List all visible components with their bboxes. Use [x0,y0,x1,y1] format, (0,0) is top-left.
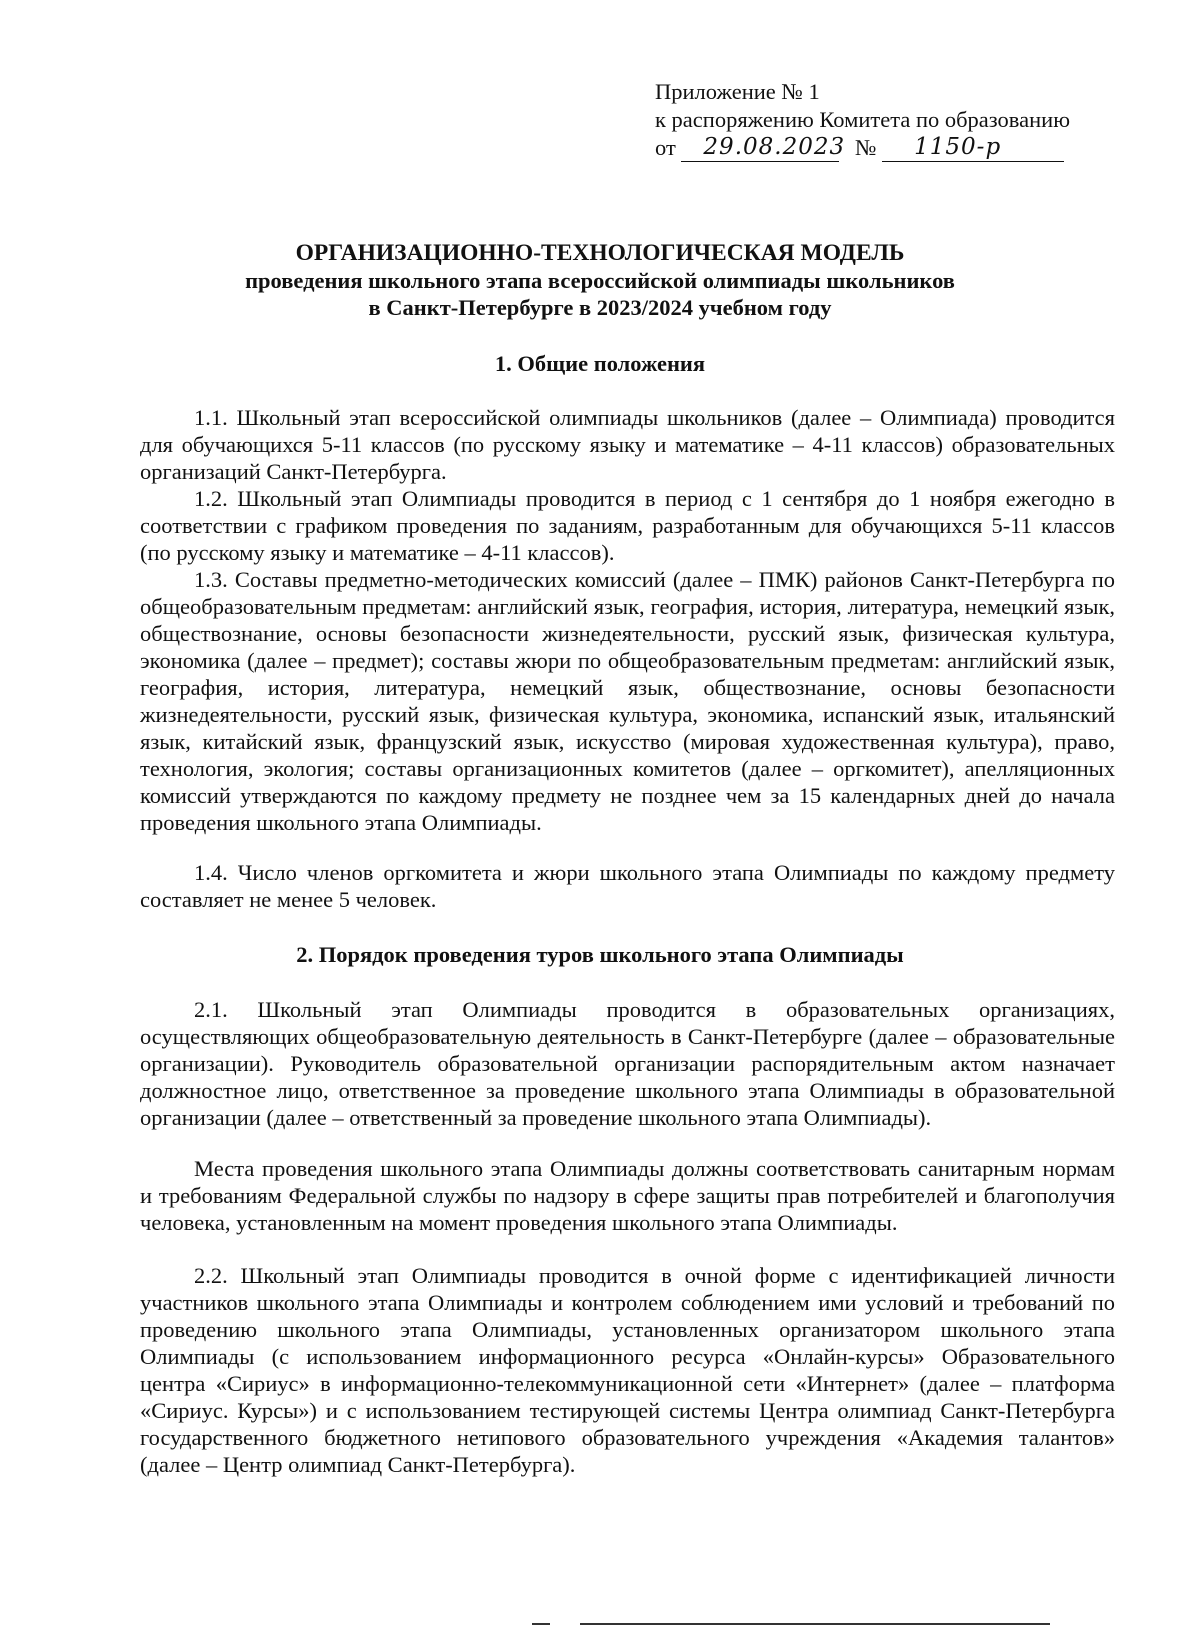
paragraph-1-4: 1.4. Число членов оргкомитета и жюри школьного этапа Олимпиады по каждому предмету составляет не менее 5 человек. [140,860,1115,912]
paragraph-2-1-places: Места проведения школьного этапа Олимпиады должны соответствовать санитарным нормам и требованиям Федеральной службы по надзору в сфере защиты прав потребителей и благополучия человека, установленным на момент проведения школьного этапа Олимпиады. [140,1156,1115,1235]
paragraph-1-2: 1.2. Школьный этап Олимпиады проводится в период с 1 сентября до 1 ноября ежегодно в соответствии с графиком проведения по заданиям, разработанным для обучающихся 5-11 классов (по русскому языку и математике – 4-11 классов). [140,486,1115,565]
date-field [681,134,846,162]
appendix-reference: к распоряжению Комитета по образованию [655,107,1071,132]
appendix-header [655,78,1070,162]
paragraph-2-1: 2.1. Школьный этап Олимпиады проводится в образовательных организациях, осуществляющих общеобразовательную деятельность в Санкт-Петербурге (далее – образовательные организации). Руководитель образовательной организации распорядительным актом назначает должностное лицо, ответственное за проведение школьного этапа Олимпиады в образовательной организации (далее – ответственный за проведение школьного этапа Олимпиады). [140,997,1115,1130]
number-field [882,134,1064,162]
scan-mark [580,1623,1050,1625]
paragraph-1-1: 1.1. Школьный этап всероссийской олимпиады школьников (далее – Олимпиада) проводится для обучающихся 5-11 классов (по русскому языку и математике – 4-11 классов) образовательных организаций Санкт-Петербурга. [140,405,1115,484]
handwritten-number: 1150-р [914,134,1002,160]
section-2-heading: 2. Порядок проведения туров школьного этапа Олимпиады [296,942,904,967]
appendix-date-number-line [655,134,1070,162]
title-line-2: проведения школьного этапа всероссийской олимпиады школьников [245,268,955,293]
appendix-number: Приложение № 1 [655,79,820,104]
number-label: № [855,135,877,160]
title-line-1: ОРГАНИЗАЦИОННО-ТЕХНОЛОГИЧЕСКАЯ МОДЕЛЬ [295,240,905,266]
from-label: от [655,135,676,160]
paragraph-1-3: 1.3. Составы предметно-методических комиссий (далее – ПМК) районов Санкт-Петербурга по общеобразовательным предметам: английский язык, география, история, литература, немецкий язык, обществознание, основы безопасности жизнедеятельности, русский язык, физическая культура, экономика (далее – предмет); составы жюри по общеобразовательным предметам: английский язык, география, история, литература, немецкий язык, обществознание, основы безопасности жизнедеятельности, русский язык, физическая культура, экономика, испанский язык, итальянский язык, китайский язык, французский язык, искусство (мировая художественная культура), право, технология, экология; составы организационных комитетов (далее – оргкомитет), апелляционных комиссий утверждаются по каждому предмету не позднее чем за 15 календарных дней до начала проведения школьного этапа Олимпиады. [140,567,1115,835]
handwritten-date: 29.08.2023 [703,134,846,160]
paragraph-2-2: 2.2. Школьный этап Олимпиады проводится в очной форме с идентификацией личности участников школьного этапа Олимпиады и контролем соблюдением ими условий и требований по проведению школьного этапа Олимпиады, установленных организатором школьного этапа Олимпиады (с использованием информационного ресурса «Онлайн-курсы» Образовательного центра «Сириус» в информационно-телекоммуникационной сети «Интернет» (далее – платформа «Сириус. Курсы») и с использованием тестирующей системы Центра олимпиад Санкт-Петербурга государственного бюджетного нетипового образовательного учреждения «Академия талантов» (далее – Центр олимпиад Санкт-Петербурга). [140,1263,1115,1477]
title-line-3: в Санкт-Петербурге в 2023/2024 учебном году [368,295,832,320]
scan-mark [532,1623,550,1625]
document-title [0,240,1200,321]
section-1-heading: 1. Общие положения [494,351,706,376]
